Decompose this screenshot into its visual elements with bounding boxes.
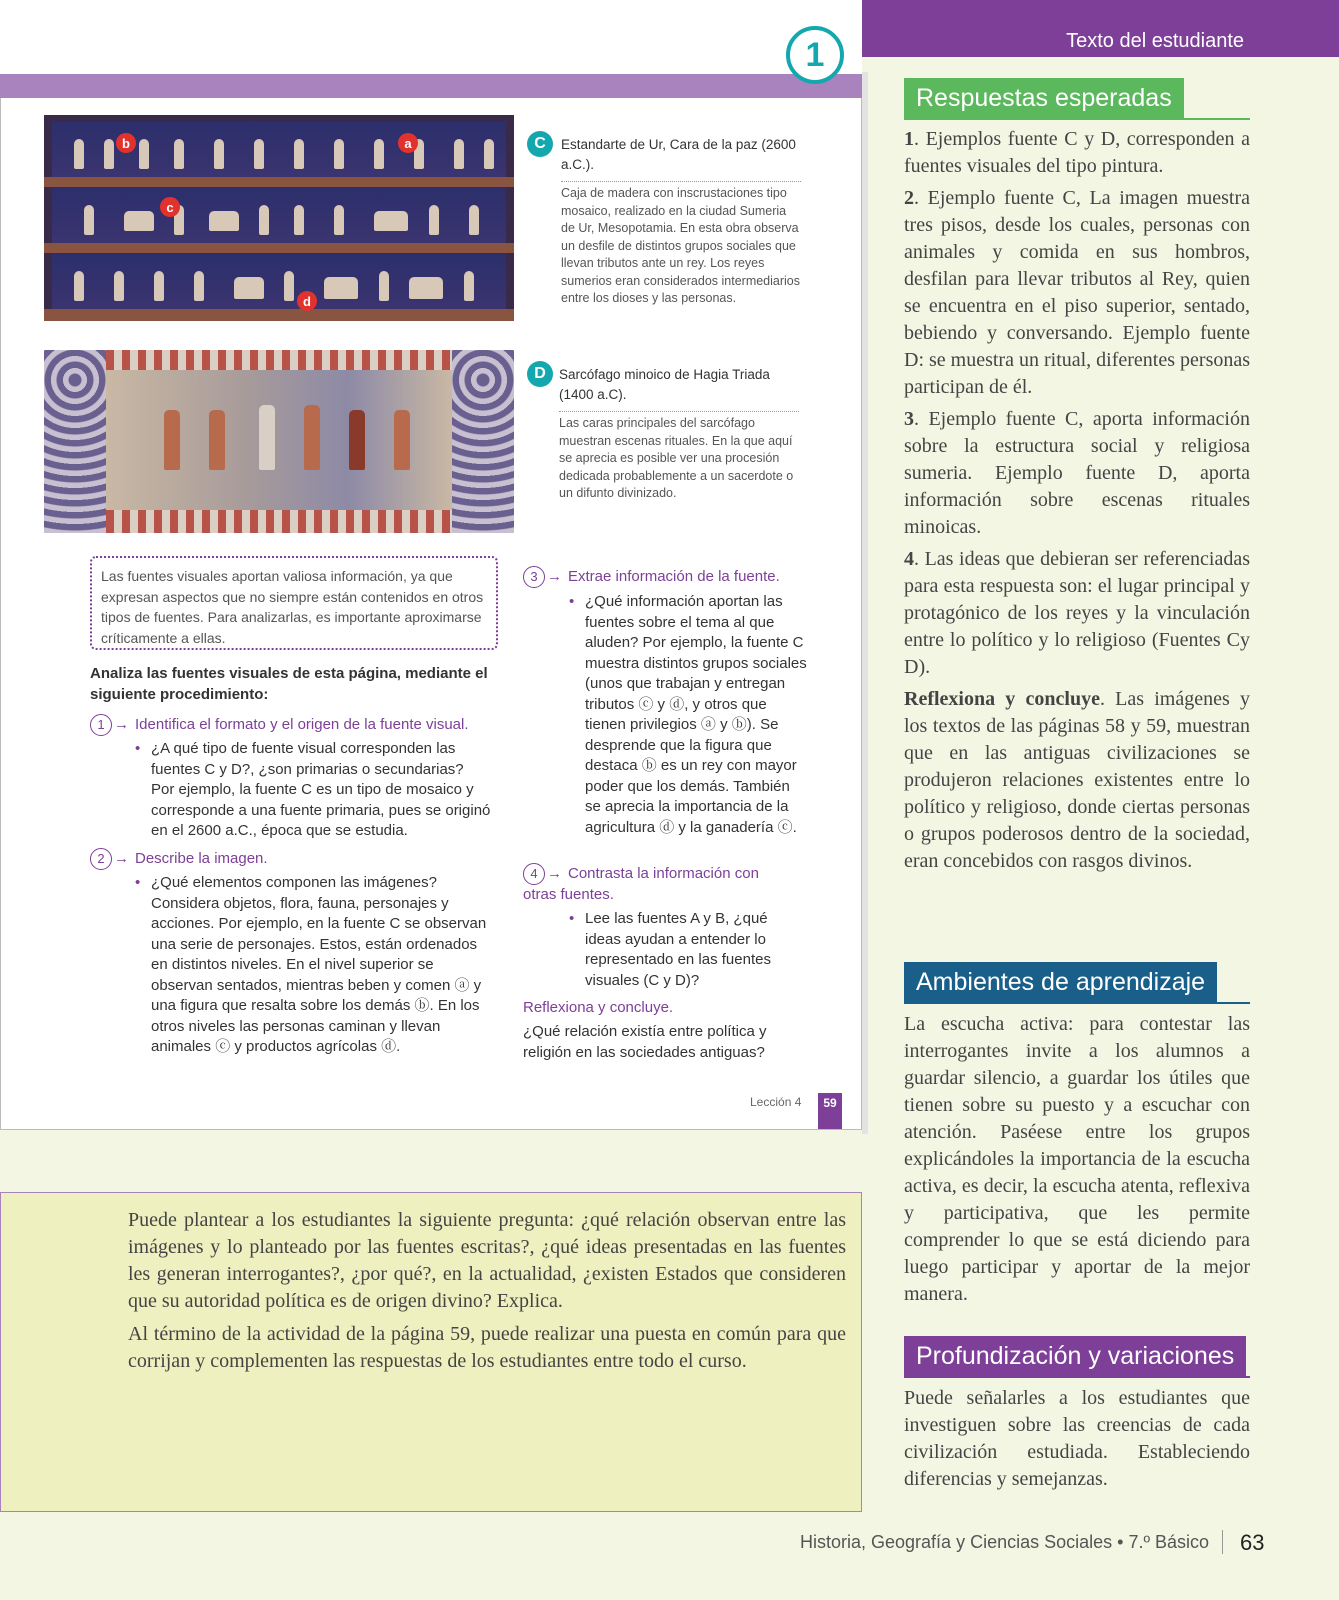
- profundizacion-text: Puede señalarles a los estudiantes que investiguen sobre las creencias de cada civilización estudiada. Estableciendo diferencias y semejanzas.: [904, 1387, 1250, 1490]
- teacher-note-text: [128, 1207, 846, 1381]
- source-d-badge: D: [527, 361, 553, 387]
- step-3-number: 3: [523, 566, 545, 588]
- step-4-heading: 4 → Contrasta la información con otras fuentes.: [523, 864, 759, 903]
- top-white-area: [0, 0, 862, 76]
- section-ambientes: [904, 962, 1250, 1004]
- answer-reflexiona: Reflexiona y concluye. Las imágenes y los textos de las páginas 58 y 59, muestran que en las antiguas civilizaciones se produjeron relaciones existentes entre lo político y religioso, donde ciertas personas o grupos poderosos dentro de la sociedad, eran concebidos con rasgos divinos.: [904, 688, 1250, 872]
- source-c-badge: C: [527, 131, 553, 157]
- marker-d: d: [297, 291, 317, 311]
- reflect-heading: Reflexiona y concluye.: [523, 999, 674, 1016]
- step-2-heading: 2 → Describe la imagen.: [90, 848, 500, 870]
- answer-1: 1. Ejemplos fuente C y D, corresponden a fuentes visuales del tipo pintura.: [904, 128, 1250, 177]
- page-shadow: [862, 72, 868, 1134]
- page-footer-divider: [1222, 1530, 1223, 1554]
- page-footer-subject: Historia, Geografía y Ciencias Sociales • 7.º Básico: [800, 1532, 1210, 1552]
- section-profundizacion: [904, 1336, 1250, 1378]
- step-4-title: Contrasta la información con otras fuentes.: [523, 864, 759, 903]
- step-1-number: 1: [90, 714, 112, 736]
- header-band: [862, 0, 1339, 57]
- source-d-description: Las caras principales del sarcófago muestran escenas rituales. En la que aquí se aprecia es posible ver una procesión dedicada probablemente a un sacerdote o un difunto divinizado.: [559, 411, 799, 503]
- step-2-text: • ¿Qué elementos componen las imágenes? Considera objetos, flora, fauna, personajes y acciones. Por ejemplo, en la fuente C se observan una serie de personajes. Estos, están ordenados en distintos niveles. En el nivel superior se observan sentados, mientras beben y comen ⓐ y una figura que resalta sobre los demás ⓑ. En los otros niveles las personas caminan y llevan animales ⓒ y productos agrícolas ⓓ.: [151, 873, 491, 1058]
- hagia-triada-sarcophagus-image: [44, 350, 514, 533]
- step-3-text: • ¿Qué información aportan las fuentes sobre el tema al que aluden? Por ejemplo, la fuente C muestra distintos grupos sociales (unos que trabajan y entregan tributos ⓒ y ⓓ, y otros que tienen privilegios ⓐ y ⓑ). Se desprende que la figura que destaca ⓑ es un rey con mayor poder que los demás. También se aprecia la importancia de la agricultura ⓓ y la ganadería ⓒ.: [585, 592, 807, 838]
- step-1-text: • ¿A qué tipo de fuente visual corresponden las fuentes C y D?, ¿son primarias o secundarias? Por ejemplo, la fuente C es un tipo de mosaico y corresponde a una fuente primaria, pues se originó en el 2600 a.C., época que se estudia.: [151, 739, 491, 842]
- marker-b: b: [116, 133, 136, 153]
- marker-a: a: [398, 133, 418, 153]
- step-4-number: 4: [523, 863, 545, 885]
- ambientes-text: La escucha activa: para contestar las interrogantes invite a los alumnos a guardar silencio, a guardar los útiles que tienen sobre su puesto y a escuchar con atención. Paséese entre los grupos explicándoles la importancia de la escucha activa, es decir, la escucha atenta, reflexiva y participativa, que les permite comprender lo que se está diciendo para luego participar y aportar de la mejor manera.: [904, 1013, 1250, 1305]
- header-title: Texto del estudiante: [1066, 30, 1244, 52]
- step-3-title: Extrae información de la fuente.: [568, 567, 780, 585]
- answer-2: 2. Ejemplo fuente C, La imagen muestra tres pisos, desde los cuales, personas con animales y comida en sus hombros, desfilan para llevar tributos al Rey, quien se encuentra en el piso superior, sentado, bebiendo y conversando. Ejemplo fuente D: se muestra un ritual, diferentes personas participan de él.: [904, 187, 1251, 398]
- source-c-title: Estandarte de Ur, Cara de la paz (2600 a.C.).: [561, 137, 796, 172]
- teacher-note-paragraph-1: Puede plantear a los estudiantes la siguiente pregunta: ¿qué relación observan entre las imágenes y lo planteado por las fuentes escritas?, ¿qué ideas presentadas en las fuentes les generan interrogantes?, ¿por qué?, en la actualidad, ¿existen Estados que consideren que su autoridad política es de origen divino? Explica.: [128, 1209, 846, 1312]
- info-box: Las fuentes visuales aportan valiosa información, ya que expresan aspectos que no siempre están contenidos en otros tipos de fuentes. Para analizarlas, es importante aproximarse críticamente a ellas.: [90, 556, 498, 650]
- step-1-title: Identifica el formato y el origen de la fuente visual.: [135, 715, 469, 733]
- ambientes-title: Ambientes de aprendizaje: [904, 962, 1217, 1002]
- lesson-label: Lección 4: [750, 1095, 802, 1109]
- step-1-heading: 1 → Identifica el formato y el origen de la fuente visual.: [90, 714, 500, 736]
- procedure-intro: Analiza las fuentes visuales de esta página, mediante el siguiente procedimiento:: [90, 665, 488, 703]
- student-page-number: 59: [818, 1093, 842, 1129]
- source-d-title: Sarcófago minoico de Hagia Triada (1400 a.C).: [559, 367, 770, 402]
- step-2-title: Describe la imagen.: [135, 849, 268, 867]
- teacher-note-paragraph-2: Al término de la actividad de la página 59, puede realizar una puesta en común para que corrijan y complementen las respuestas de los estudiantes entre todo el curso.: [128, 1323, 846, 1372]
- step-2-number: 2: [90, 848, 112, 870]
- profundizacion-title: Profundización y variaciones: [904, 1336, 1246, 1376]
- respuestas-body: [904, 126, 1250, 880]
- step-4-text: • Lee las fuentes A y B, ¿qué ideas ayudan a entender lo representado en las fuentes visuales (C y D)?: [585, 909, 795, 991]
- page-footer-number: 63: [1240, 1530, 1265, 1555]
- section-respuestas: [904, 78, 1250, 120]
- answer-4: 4. Las ideas que debieran ser referenciadas para esta respuesta son: el lugar principal y protagónico de los reyes y la vinculación entre lo político y lo religioso (Fuentes Cy D).: [904, 548, 1250, 678]
- source-c-description: Caja de madera con inscrustaciones tipo mosaico, realizado en la ciudad Sumeria de Ur, Mesopotamia. En esta obra observa un desfile de distintos grupos sociales que llevan tributos ante un rey. Los reyes sumerios eran considerados intermediarios entre los dioses y las personas.: [561, 181, 801, 308]
- marker-c: c: [160, 197, 180, 217]
- respuestas-title: Respuestas esperadas: [904, 78, 1184, 118]
- reflect-question: ¿Qué relación existía entre política y religión en las sociedades antiguas?: [523, 1023, 767, 1061]
- page-header-stripe: [0, 74, 862, 98]
- standard-of-ur-image: [44, 115, 514, 321]
- unit-number-badge: 1: [786, 26, 844, 84]
- step-3-heading: 3 → Extrae información de la fuente.: [523, 566, 813, 588]
- answer-3: 3. Ejemplo fuente C, aporta información sobre la estructura social y religiosa sumeria. Ejemplo fuente D, aporta información sobre escenas rituales minoicas.: [904, 408, 1250, 538]
